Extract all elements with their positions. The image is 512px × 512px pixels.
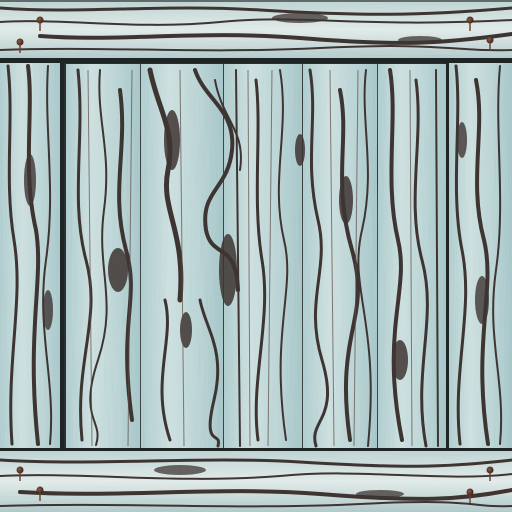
left-stile — [0, 62, 64, 448]
top-rail — [0, 0, 512, 63]
right-stile — [446, 62, 512, 448]
bottom-rail — [0, 448, 512, 512]
